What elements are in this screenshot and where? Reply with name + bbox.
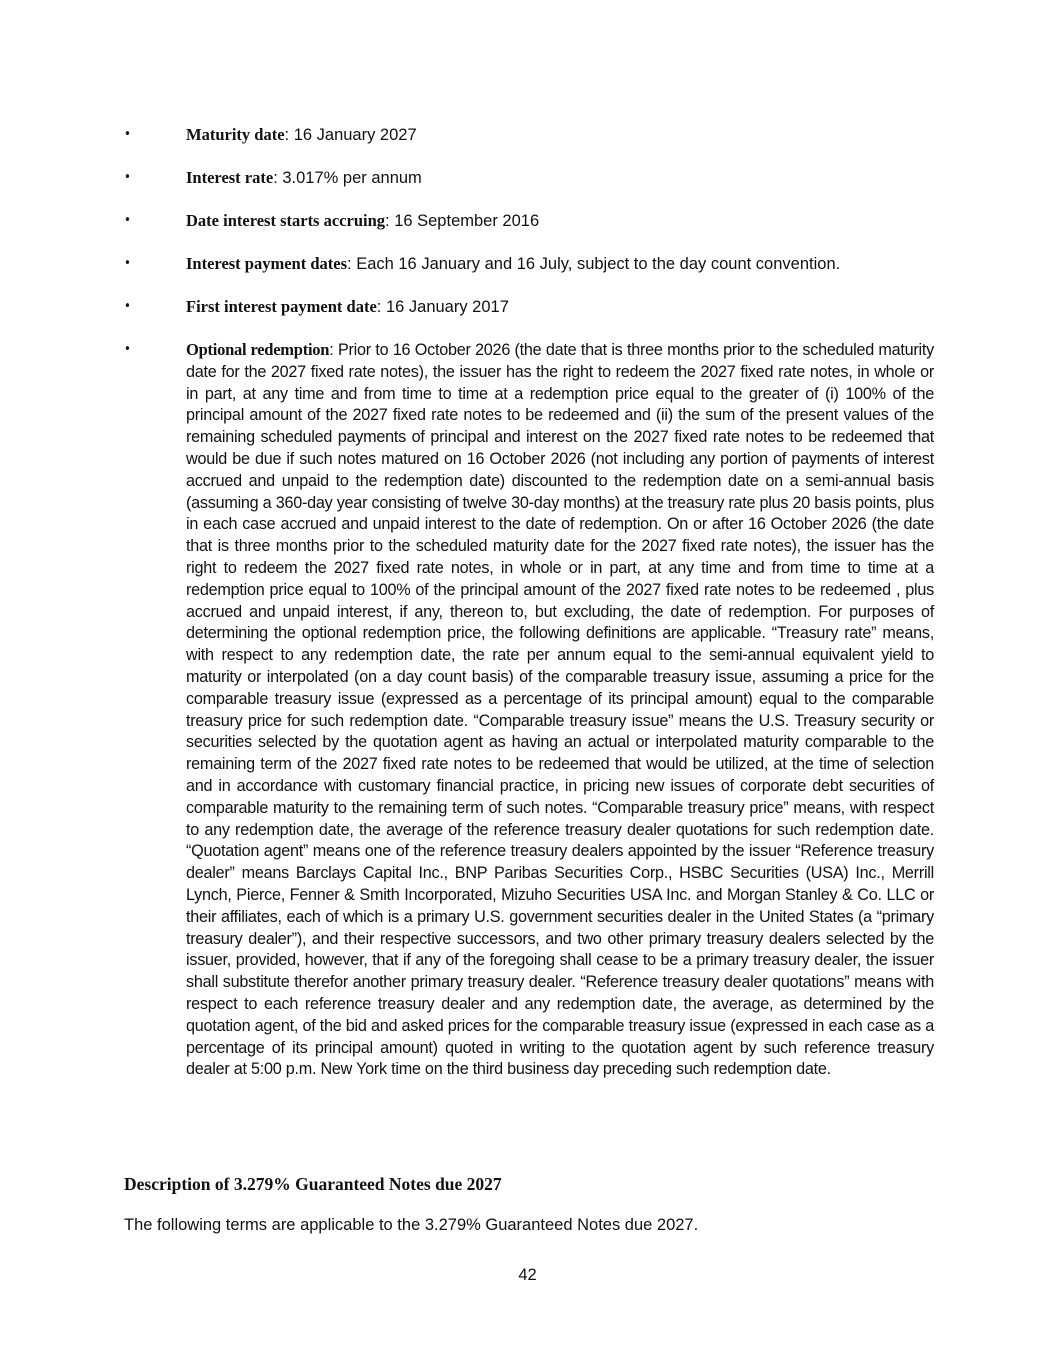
term-separator: :: [347, 255, 357, 273]
bullet-icon: •: [124, 299, 131, 314]
bullet-interest-payment-dates: [124, 253, 934, 275]
page-number: 42: [518, 1266, 537, 1284]
bullet-maturity-date: [124, 124, 934, 146]
term-value: Prior to 16 October 2026 (the date that is three months prior to the scheduled maturity date for the 2027 fixed rate notes), the issuer has the right to redeem the 2027 fixed rate notes, in whole or in part, at any time and from time to time at a redemption price equal to the greater of (i) 100% of the principal amount of the 2027 fixed rate notes to be redeemed and (ii) the sum of the present values of the remaining scheduled payments of principal and interest on the 2027 fixed rate notes to be redeemed that would be due if such notes matured on 16 October 2026 (not including any portion of payments of interest accrued and unpaid to the redemption date) discounted to the redemption date on a semi-annual basis (assuming a 360-day year consisting of twelve 30-day months) at the treasury rate plus 20 basis points, plus in each case accrued and unpaid interest to the date of redemption. On or after 16 October 2026 (the date that is three months prior to the scheduled maturity date for the 2027 fixed rate notes), the issuer has the right to redeem the 2027 fixed rate notes, in whole or in part, at any time and from time to time at a redemption price equal to 100% of the principal amount of the 2027 fixed rate notes to be redeemed , plus accrued and unpaid interest, if any, thereon to, but excluding, the date of redemption. For purposes of determining the optional redemption price, the following definitions are applicable. “Treasury rate” means, with respect to any redemption date, the rate per annum equal to the semi-annual equivalent yield to maturity or interpolated (on a day count basis) of the comparable treasury issue, assuming a price for the comparable treasury issue (expressed as a percentage of its principal amount) equal to the comparable treasury price for such redemption date. “Comparable treasury issue” means the U.S. Treasury security or securities selected by the quotation agent as having an actual or interpolated maturity comparable to the remaining term of the 2027 fixed rate notes to be redeemed that would be utilized, at the time of selection and in accordance with customary financial practice, in pricing new issues of corporate debt securities of comparable maturity to the remaining term of such notes. “Comparable treasury price” means, with respect to any redemption date, the average of the reference treasury dealer quotations for such redemption date. “Quotation agent” means one of the reference treasury dealers appointed by the issuer “Reference treasury dealer” means Barclays Capital Inc., BNP Paribas Securities Corp., HSBC Securities (USA) Inc., Merrill Lynch, Pierce, Fenner & Smith Incorporated, Mizuho Securities USA Inc. and Morgan Stanley & Co. LLC or their affiliates, each of which is a primary U.S. government securities dealer in the United States (a “primary treasury dealer”), and their respective successors, and two other primary treasury dealers selected by the issuer, provided, however, that if any of the foregoing shall cease to be a primary treasury dealer, the issuer shall substitute therefor another primary treasury dealer. “Reference treasury dealer quotations” means with respect to each reference treasury dealer and any redemption date, the average, as determined by the quotation agent, of the bid and asked prices for the comparable treasury issue (expressed in each case as a percentage of its principal amount) quoted in writing to the quotation agent by such reference treasury dealer at 5:00 p.m. New York time on the third business day preceding such redemption date.: [186, 341, 934, 1079]
bullet-icon: •: [124, 127, 131, 142]
term-label: First interest payment date: [186, 297, 377, 316]
bullet-icon: •: [124, 213, 131, 228]
term-separator: :: [385, 212, 395, 230]
term-value: 16 September 2016: [394, 212, 540, 230]
terms-bullet-list: [124, 124, 934, 1102]
term-label: Optional redemption: [186, 340, 330, 359]
term-value: 3.017% per annum: [282, 169, 422, 187]
term-separator: :: [329, 341, 338, 359]
term-separator: :: [273, 169, 283, 187]
term-value: 16 January 2027: [293, 126, 417, 144]
term-separator: :: [284, 126, 294, 144]
bullet-first-interest-payment-date: [124, 296, 934, 318]
bullet-interest-rate: [124, 167, 934, 189]
bullet-icon: •: [124, 256, 131, 271]
section-intro-paragraph: The following terms are applicable to the 3.279% Guaranteed Notes due 2027.: [124, 1216, 699, 1234]
bullet-icon: •: [124, 342, 131, 357]
term-label: Interest payment dates: [186, 254, 348, 273]
bullet-optional-redemption: [124, 339, 934, 1081]
bullet-date-interest-starts: [124, 210, 934, 232]
term-label: Date interest starts accruing: [186, 211, 386, 230]
term-value: Each 16 January and 16 July, subject to the day count convention.: [356, 255, 841, 273]
bullet-icon: •: [124, 170, 131, 185]
term-value: 16 January 2017: [385, 298, 509, 316]
term-label: Maturity date: [186, 125, 285, 144]
term-label: Interest rate: [186, 168, 274, 187]
term-separator: :: [376, 298, 386, 316]
section-heading: Description of 3.279% Guaranteed Notes due 2027: [124, 1174, 502, 1194]
